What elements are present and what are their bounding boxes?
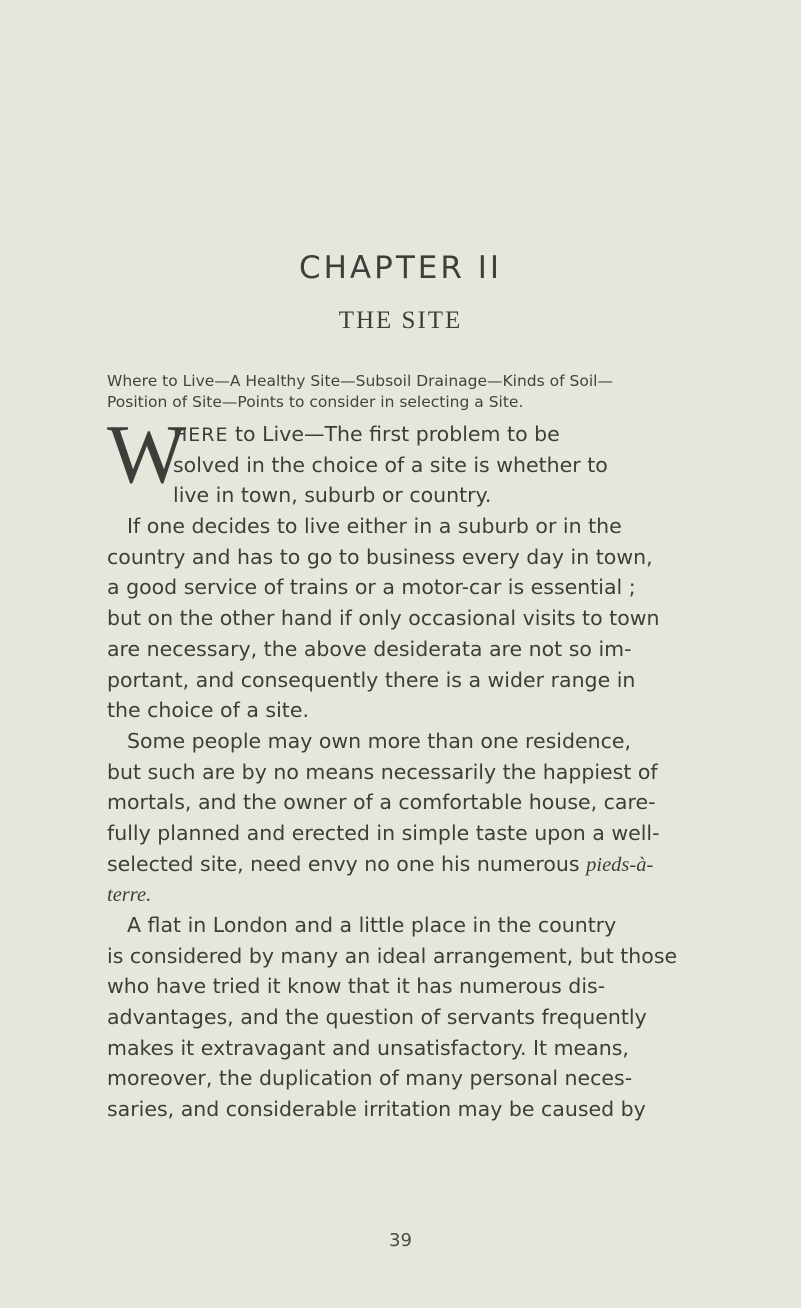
italic-run: pieds-à- xyxy=(586,853,654,876)
body-text xyxy=(107,419,717,1125)
paragraph-line: solved in the choice of a site is whether to xyxy=(173,452,608,477)
paragraph-line: live in town, suburb or country. xyxy=(173,483,492,508)
paragraph-line: advantages, and the question of servants frequently xyxy=(107,1005,647,1030)
page-number: 39 xyxy=(389,1230,412,1251)
paragraph-line: are necessary, the above desiderata are not so im- xyxy=(107,636,632,661)
chapter-label: CHAPTER II xyxy=(298,250,503,286)
chapter-title: THE SITE xyxy=(338,307,463,334)
paragraph-line: Some people may own more than one residence, xyxy=(127,728,632,753)
paragraph-line: portant, and consequently there is a wider range in xyxy=(107,667,636,692)
paragraph-line xyxy=(107,849,717,880)
summary-line: Position of Site—Points to consider in selecting a Site. xyxy=(107,393,524,411)
paragraph-line: A flat in London and a little place in the country xyxy=(127,913,617,937)
text-run: selected site, need envy no one his numerous xyxy=(107,851,587,876)
paragraph-line: If one decides to live either in a suburb or in the xyxy=(127,514,622,539)
paragraph-line: the choice of a site. xyxy=(107,698,309,723)
paragraph-line: country and has to go to business every day in town, xyxy=(107,544,653,569)
chapter-summary xyxy=(107,371,717,413)
paragraph-line: a good service of trains or a motor-car is essential ; xyxy=(107,575,636,600)
paragraph-line: who have tried it know that it has numerous dis- xyxy=(107,974,606,999)
paragraph-line: is considered by many an ideal arrangement, but those xyxy=(107,943,678,968)
italic-run: terre. xyxy=(107,884,152,907)
paragraph-line: saries, and considerable irritation may be caused by xyxy=(107,1097,646,1122)
paragraph-line: but such are by no means necessarily the happiest of xyxy=(107,759,658,784)
svg-text:W: W xyxy=(107,408,187,501)
paragraph-line xyxy=(107,419,717,450)
paragraph-line: moreover, the duplication of many personal neces- xyxy=(107,1066,633,1091)
paragraph-line: but on the other hand if only occasional visits to town xyxy=(107,606,660,631)
summary-line: Where to Live—A Healthy Site—Subsoil Drainage—Kinds of Soil— xyxy=(107,372,613,390)
paragraph-line: makes it extravagant and unsatisfactory. It means, xyxy=(107,1035,629,1060)
opening-caps: HERE xyxy=(173,424,229,446)
paragraph-line xyxy=(107,879,717,910)
text-run: to Live—The first problem to be xyxy=(228,422,560,446)
paragraph-line: mortals, and the owner of a comfortable house, care- xyxy=(107,790,656,815)
paragraph-line: fully planned and erected in simple taste upon a well- xyxy=(107,820,660,845)
